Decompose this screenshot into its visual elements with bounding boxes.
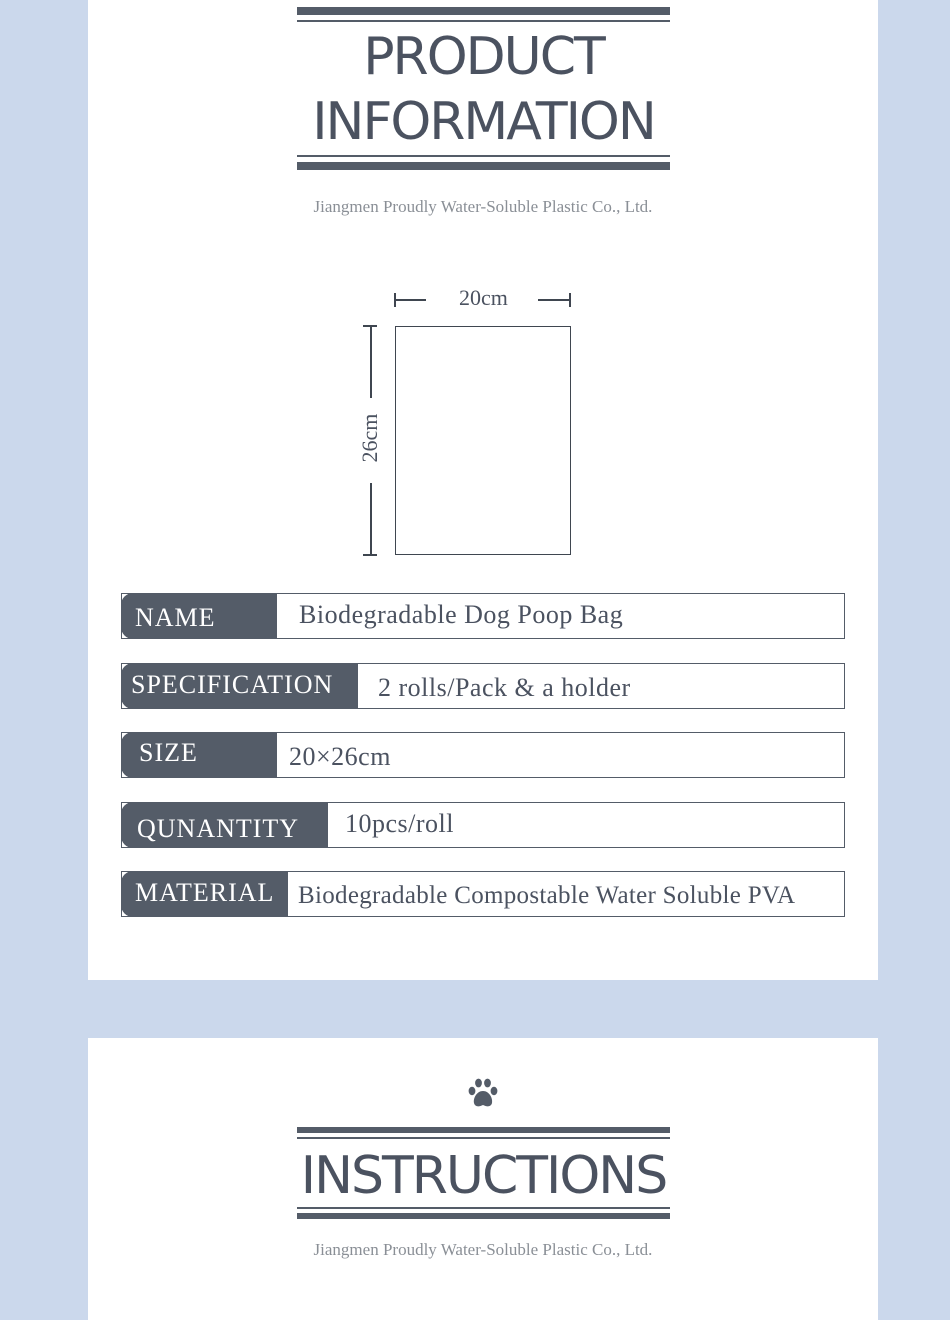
height-dim-line-bottom — [370, 483, 372, 555]
title-top-rule-thin — [297, 1137, 670, 1139]
spec-value: 20×26cm — [289, 742, 391, 771]
title-bottom-rule-thick — [297, 1213, 670, 1219]
title-bottom-rule-thin — [297, 155, 670, 157]
spec-row-material — [121, 871, 845, 917]
spec-value: 2 rolls/Pack & a holder — [378, 673, 631, 702]
spec-label: SIZE — [121, 732, 277, 778]
spec-row-specification — [121, 663, 845, 709]
spec-row-size — [121, 732, 845, 778]
title-bottom-rule-thin — [297, 1207, 670, 1209]
instructions-title: INSTRUCTIONS — [300, 1146, 667, 1206]
spec-value: Biodegradable Compostable Water Soluble PVA — [298, 882, 796, 909]
instructions-company-name: Jiangmen Proudly Water-Soluble Plastic Co., Ltd. — [313, 1240, 653, 1259]
spec-row-name — [121, 593, 845, 639]
title-line-2: INFORMATION — [312, 92, 655, 152]
spec-value: 10pcs/roll — [345, 809, 454, 838]
spec-row-quantity — [121, 802, 845, 848]
width-dim-line-right — [538, 299, 570, 301]
company-name: Jiangmen Proudly Water-Soluble Plastic Co., Ltd. — [313, 197, 653, 216]
width-dim-line-left — [394, 299, 426, 301]
title-line-1: PRODUCT — [363, 27, 604, 87]
title-top-rule-thick — [297, 1127, 670, 1133]
bag-outline — [395, 326, 571, 555]
spec-label: NAME — [121, 593, 277, 639]
spec-label: QUNANTITY — [121, 802, 328, 848]
spec-label: SPECIFICATION — [121, 663, 358, 709]
title-top-rule-thin — [297, 20, 670, 22]
spec-value: Biodegradable Dog Poop Bag — [299, 600, 624, 629]
width-label: 20cm — [459, 285, 508, 310]
paw-icon — [466, 1077, 500, 1111]
width-dim-tick-right — [569, 293, 571, 307]
spec-label: MATERIAL — [121, 871, 288, 917]
product-info-title-block — [297, 0, 670, 180]
height-dim-tick-bottom — [363, 554, 377, 556]
title-top-rule-thick — [297, 7, 670, 15]
height-label: 26cm — [357, 413, 382, 463]
title-bottom-rule-thick — [297, 162, 670, 170]
height-dim-line-top — [370, 325, 372, 398]
instructions-title-block — [297, 1127, 670, 1227]
